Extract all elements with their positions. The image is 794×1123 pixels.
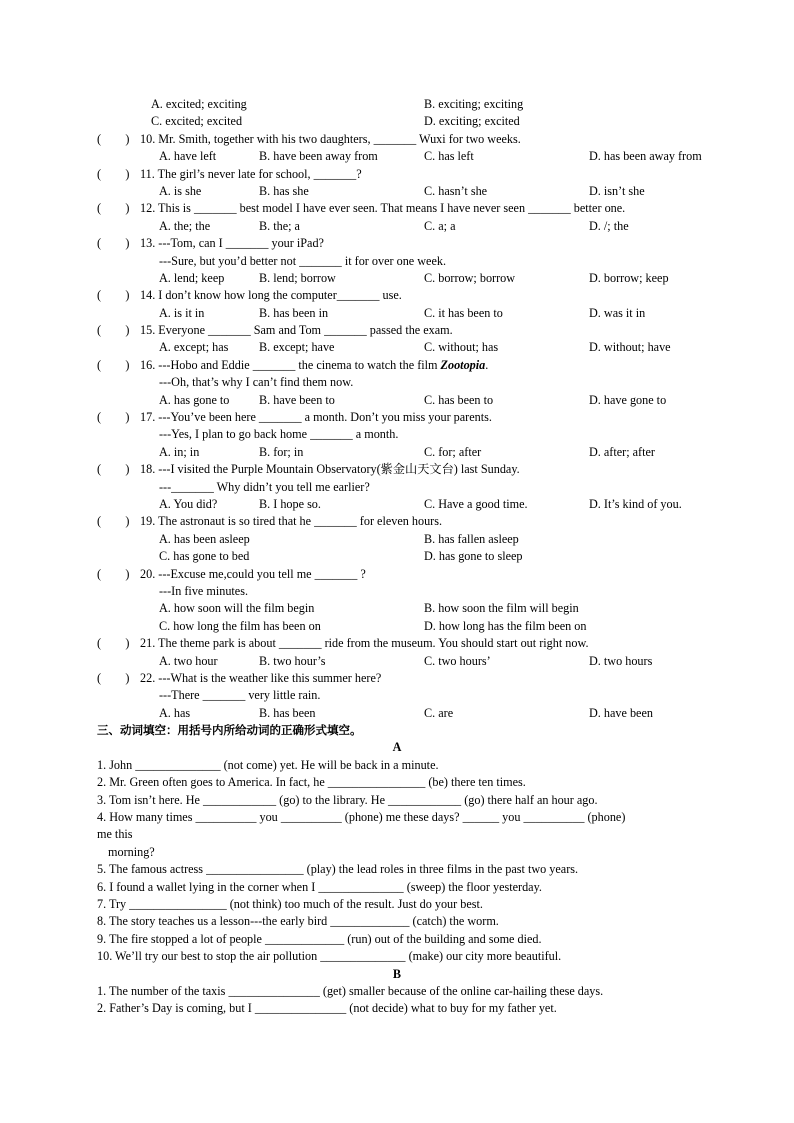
part-label: A — [392, 740, 402, 755]
line-q — [0, 166, 794, 183]
option-a[interactable]: A. in; in — [159, 444, 200, 459]
option-d[interactable]: D. without; have — [589, 340, 671, 355]
option-a[interactable]: A. has gone to — [159, 392, 230, 407]
option-c[interactable]: C. hasn’t she — [424, 183, 488, 198]
dialogue-line: ---In five minutes. — [159, 583, 249, 598]
question-stem: 19. The astronaut is so tired that he _______ for eleven hours. — [140, 514, 443, 529]
line-q — [0, 287, 794, 304]
option-b[interactable]: B. exciting; exciting — [424, 97, 524, 111]
line-q — [0, 635, 794, 652]
line-full — [0, 809, 794, 826]
fill-in-item: 2. Father’s Day is coming, but I _______________ (not decide) what to buy for my father yet. — [97, 1001, 557, 1016]
line-full — [0, 983, 794, 1000]
question-stem: 17. ---You’ve been here _______ a month. Don’t you miss your parents. — [140, 410, 492, 425]
line-opts — [0, 183, 794, 200]
option-a[interactable]: A. is it in — [159, 305, 205, 320]
option-c[interactable]: C. for; after — [424, 444, 482, 459]
line-opts — [0, 305, 794, 322]
line-q — [0, 461, 794, 478]
line-q — [0, 322, 794, 339]
dialogue-line: ---Sure, but you’d better not _______ it for over one week. — [159, 253, 447, 268]
option-c[interactable]: C. has left — [424, 149, 474, 164]
fill-in-item: me this — [97, 827, 133, 842]
line-q — [0, 235, 794, 252]
line-opts — [0, 148, 794, 165]
option-c[interactable]: C. borrow; borrow — [424, 270, 516, 285]
fill-in-item: 10. We’ll try our best to stop the air pollution ______________ (make) our city more beautiful. — [97, 949, 562, 964]
question-stem: 14. I don’t know how long the computer_______ use. — [140, 288, 402, 303]
option-b[interactable]: D. how long has the film been on — [424, 618, 587, 633]
line-opts — [0, 113, 794, 130]
line-opts — [0, 96, 794, 113]
option-c[interactable]: C. are — [424, 705, 454, 720]
answer-blank[interactable]: ( ) — [97, 323, 130, 338]
line-cont — [0, 374, 794, 391]
question-tail: . — [485, 357, 489, 372]
option-d[interactable]: D. was it in — [589, 305, 646, 320]
fill-in-item: 5. The famous actress ________________ (play) the lead roles in three films in the past two years. — [97, 862, 579, 877]
option-a[interactable]: A. two hour — [159, 653, 218, 668]
line-opts — [0, 496, 794, 513]
option-a[interactable]: A. has been asleep — [159, 531, 250, 546]
answer-blank[interactable]: ( ) — [97, 410, 130, 425]
line-full — [0, 792, 794, 809]
option-b[interactable]: D. has gone to sleep — [424, 549, 523, 564]
option-c[interactable]: C. has been to — [424, 392, 494, 407]
option-b[interactable]: B. except; have — [259, 340, 335, 355]
fill-in-item: 7. Try ________________ (not think) too much of the result. Just do your best. — [97, 896, 483, 911]
option-b[interactable]: D. exciting; excited — [424, 114, 520, 129]
option-b[interactable]: B. have been away from — [259, 149, 378, 164]
option-b[interactable]: B. for; in — [259, 444, 304, 459]
option-a[interactable]: C. has gone to bed — [159, 549, 250, 564]
line-cont — [0, 583, 794, 600]
line-opts — [0, 392, 794, 409]
option-b[interactable]: B. two hour’s — [259, 653, 326, 668]
line-full — [0, 879, 794, 896]
option-a[interactable]: A. has — [159, 705, 191, 720]
answer-blank[interactable]: ( ) — [97, 288, 130, 303]
line-full — [0, 931, 794, 948]
answer-blank[interactable]: ( ) — [97, 131, 130, 146]
option-d[interactable]: D. It’s kind of you. — [589, 496, 682, 511]
option-a[interactable]: A. have left — [159, 149, 217, 164]
question-stem: 11. The girl’s never late for school, _______? — [140, 166, 362, 181]
line-full — [0, 774, 794, 791]
option-a[interactable]: A. excited; exciting — [151, 97, 247, 111]
line-q — [0, 131, 794, 148]
option-b[interactable]: B. have been to — [259, 392, 335, 407]
fill-in-item: 4. How many times __________ you __________ (phone) me these days? ______ you __________ (phone) — [97, 810, 626, 825]
line-full — [0, 1000, 794, 1017]
question-stem — [140, 357, 488, 374]
fill-in-item: 9. The fire stopped a lot of people _____________ (run) out of the building and some died. — [97, 931, 542, 946]
answer-blank[interactable]: ( ) — [97, 566, 130, 581]
line-opts — [0, 339, 794, 356]
option-a[interactable]: A. is she — [159, 183, 202, 198]
line-opts — [0, 531, 794, 548]
option-b[interactable]: B. I hope so. — [259, 496, 321, 511]
dialogue-line: ---There _______ very little rain. — [159, 688, 321, 703]
fill-in-item: 1. John ______________ (not come) yet. He will be back in a minute. — [97, 757, 439, 772]
line-full — [0, 861, 794, 878]
line-q — [0, 670, 794, 687]
option-d[interactable]: D. borrow; keep — [589, 270, 669, 285]
line-q — [0, 566, 794, 583]
line-cont — [0, 253, 794, 270]
option-c[interactable]: C. two hours’ — [424, 653, 491, 668]
question-stem: 15. Everyone _______ Sam and Tom _______ passed the exam. — [140, 323, 453, 338]
line-q16 — [0, 357, 794, 374]
option-b[interactable]: B. how soon the film will begin — [424, 601, 579, 616]
line-opts — [0, 618, 794, 635]
question-text: 16. ---Hobo and Eddie _______ the cinema to watch the film — [140, 357, 441, 372]
answer-blank[interactable]: ( ) — [97, 236, 130, 251]
dialogue-line: ---_______ Why didn’t you tell me earlier? — [159, 479, 370, 494]
question-stem: 12. This is _______ best model I have ever seen. That means I have never seen _______ better one. — [140, 201, 626, 216]
answer-blank[interactable]: ( ) — [97, 636, 130, 651]
question-stem: 21. The theme park is about _______ ride from the museum. You should start out right now. — [140, 636, 589, 651]
fill-in-continuation: morning? — [108, 844, 155, 859]
option-a[interactable]: A. how soon will the film begin — [159, 601, 315, 616]
option-a[interactable]: A. the; the — [159, 218, 211, 233]
fill-in-item: 1. The number of the taxis _______________ (get) smaller because of the online car-hailing these days. — [97, 983, 604, 998]
dialogue-line: ---Yes, I plan to go back home _______ a month. — [159, 427, 399, 442]
line-opts — [0, 653, 794, 670]
line-opts — [0, 600, 794, 617]
line-q — [0, 409, 794, 426]
option-d[interactable]: D. has been away from — [589, 149, 702, 164]
line-q — [0, 513, 794, 530]
option-b[interactable]: B. has been — [259, 705, 316, 720]
line-q — [0, 200, 794, 217]
line-center — [0, 739, 794, 756]
line-center — [0, 966, 794, 983]
question-stem: 10. Mr. Smith, together with his two daughters, _______ Wuxi for two weeks. — [140, 131, 521, 146]
line-cont — [0, 426, 794, 443]
option-d[interactable]: D. have been — [589, 705, 653, 720]
fill-in-item: 8. The story teaches us a lesson---the early bird _____________ (catch) the worm. — [97, 914, 499, 929]
answer-blank[interactable]: ( ) — [97, 462, 130, 477]
option-c[interactable]: C. a; a — [424, 218, 456, 233]
answer-blank[interactable]: ( ) — [97, 357, 130, 372]
option-a[interactable]: C. how long the film has been on — [159, 618, 321, 633]
option-a[interactable]: A. You did? — [159, 496, 218, 511]
question-stem: 13. ---Tom, can I _______ your iPad? — [140, 236, 324, 251]
dialogue-line: ---Oh, that’s why I can’t find them now. — [159, 375, 354, 390]
option-a[interactable]: A. lend; keep — [159, 270, 225, 285]
line-full — [0, 948, 794, 965]
line-cont — [0, 687, 794, 704]
fill-in-item: 2. Mr. Green often goes to America. In fact, he ________________ (be) there ten times. — [97, 775, 526, 790]
film-title: Zootopia — [440, 357, 486, 372]
option-b[interactable]: B. has she — [259, 183, 309, 198]
line-opts — [0, 705, 794, 722]
line-section — [0, 722, 794, 739]
option-b[interactable]: B. lend; borrow — [259, 270, 336, 285]
fill-in-item: 6. I found a wallet lying in the corner when I ______________ (sweep) the floor yesterday. — [97, 879, 542, 894]
line-cont — [0, 479, 794, 496]
line-opts — [0, 444, 794, 461]
option-b[interactable]: B. has fallen asleep — [424, 531, 519, 546]
question-stem: 18. ---I visited the Purple Mountain Observatory(紫金山天文台) last Sunday. — [140, 462, 520, 477]
answer-blank[interactable]: ( ) — [97, 166, 130, 181]
option-b[interactable]: B. has been in — [259, 305, 329, 320]
option-d[interactable]: D. /; the — [589, 218, 629, 233]
answer-blank[interactable]: ( ) — [97, 201, 130, 216]
option-a[interactable]: C. excited; excited — [151, 114, 243, 129]
line-full — [0, 913, 794, 930]
option-c[interactable]: C. without; has — [424, 340, 499, 355]
line-indent — [0, 844, 794, 861]
option-a[interactable]: A. except; has — [159, 340, 229, 355]
section-heading: 三、动词填空：用括号内所给动词的正确形式填空。 — [97, 723, 362, 738]
answer-blank[interactable]: ( ) — [97, 670, 130, 685]
line-opts — [0, 218, 794, 235]
line-full — [0, 757, 794, 774]
fill-in-item: 3. Tom isn’t here. He ____________ (go) to the library. He ____________ (go) there half an hour ago. — [97, 792, 598, 807]
question-stem: 20. ---Excuse me,could you tell me _______ ? — [140, 566, 366, 581]
option-c[interactable]: C. it has been to — [424, 305, 503, 320]
option-d[interactable]: D. have gone to — [589, 392, 667, 407]
option-c[interactable]: C. Have a good time. — [424, 496, 528, 511]
option-d[interactable]: D. two hours — [589, 653, 653, 668]
line-full — [0, 896, 794, 913]
part-label: B — [392, 966, 402, 981]
option-d[interactable]: D. after; after — [589, 444, 655, 459]
answer-blank[interactable]: ( ) — [97, 514, 130, 529]
line-opts — [0, 270, 794, 287]
option-b[interactable]: B. the; a — [259, 218, 300, 233]
option-d[interactable]: D. isn’t she — [589, 183, 645, 198]
line-full — [0, 826, 794, 843]
question-stem: 22. ---What is the weather like this summer here? — [140, 670, 382, 685]
line-opts — [0, 548, 794, 565]
worksheet-page — [0, 96, 794, 1018]
